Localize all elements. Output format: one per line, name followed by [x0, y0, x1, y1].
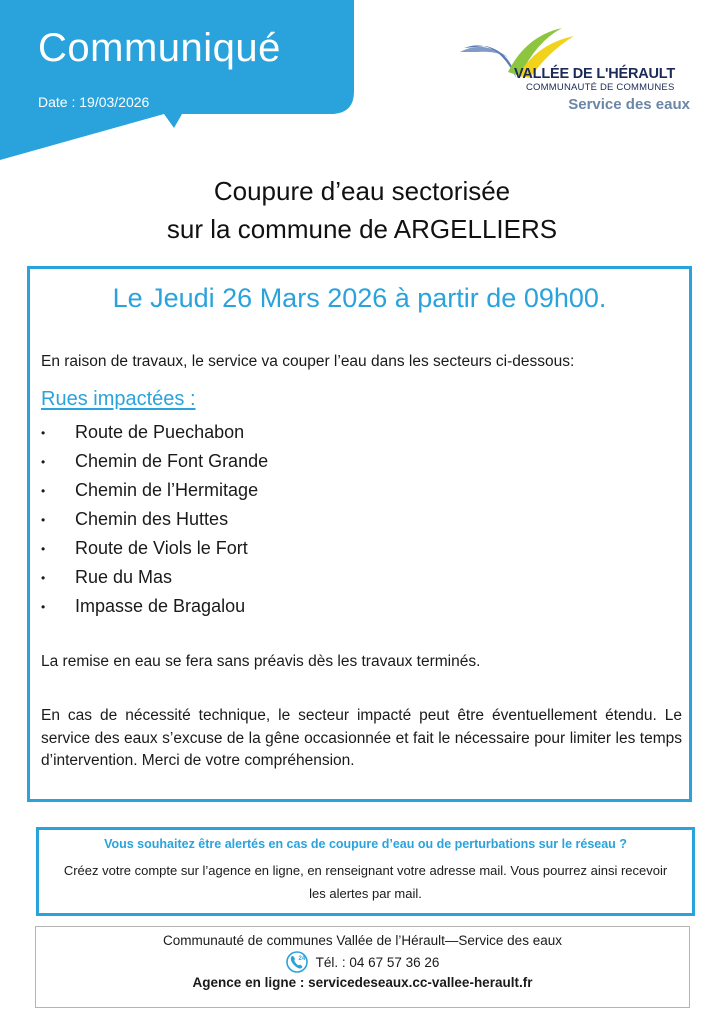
bullet-icon: • — [41, 541, 46, 556]
headline-line-2: sur la commune de ARGELLIERS — [166, 214, 558, 244]
footer-contact — [35, 926, 690, 1008]
street-name: Route de Viols le Fort — [75, 538, 248, 558]
footer-phone: Tél. : 04 67 57 36 26 — [315, 954, 440, 970]
notice-intro: En raison de travaux, le service va couper l’eau dans les secteurs ci-dessous: — [41, 353, 575, 370]
bullet-icon: • — [41, 483, 46, 498]
notice-date: Le Jeudi 26 Mars 2026 à partir de 09h00. — [112, 283, 607, 313]
logo-subtitle: COMMUNAUTÉ DE COMMUNES — [526, 82, 675, 93]
phone-24h-icon — [286, 951, 308, 973]
street-item — [41, 534, 268, 563]
bullet-icon: • — [41, 512, 46, 527]
footer-phone-row — [36, 951, 689, 973]
street-item — [41, 476, 268, 505]
street-item — [41, 505, 268, 534]
bullet-icon: • — [41, 599, 46, 614]
alert-box — [36, 827, 695, 916]
phone-badge: 24 — [298, 956, 305, 962]
bullet-icon: • — [41, 570, 46, 585]
logo-service: Service des eaux — [568, 96, 690, 113]
street-name: Impasse de Bragalou — [75, 596, 246, 616]
restoration-note: La remise en eau se fera sans préavis dès les travaux terminés. — [41, 653, 481, 670]
street-item — [41, 563, 268, 592]
street-name: Chemin des Huttes — [75, 509, 229, 529]
street-item — [41, 447, 268, 476]
alert-question: Vous souhaitez être alertés en cas de coupure d’eau ou de perturbations sur le réseau ? — [104, 837, 627, 851]
logo-name: VALLÉE DE L'HÉRAULT — [514, 66, 676, 82]
footer-website[interactable]: Agence en ligne : servicedeseaux.cc-vallee-herault.fr — [192, 975, 533, 990]
street-name: Chemin de l’Hermitage — [75, 480, 259, 500]
street-item — [41, 592, 268, 621]
banner-shape — [0, 0, 360, 160]
logo — [456, 22, 696, 122]
header-banner — [0, 0, 360, 150]
alert-text: Créez votre compte sur l’agence en ligne, en renseignant votre adresse mail. Vous pourrez ainsi recevoir les alertes par mail. — [63, 863, 668, 901]
streets-title: Rues impactées : — [41, 388, 196, 410]
bullet-icon: • — [41, 454, 46, 469]
page-title: Communiqué — [38, 26, 281, 70]
document-date: Date : 19/03/2026 — [38, 94, 150, 110]
headline-line-1: Coupure d’eau sectorisée — [213, 176, 511, 206]
street-name: Chemin de Font Grande — [75, 451, 269, 471]
headline — [0, 172, 724, 248]
street-name: Rue du Mas — [75, 567, 173, 587]
street-list — [41, 418, 268, 621]
footer-org: Communauté de communes Vallée de l’Hérault—Service des eaux — [163, 933, 562, 948]
notice-paragraph: En cas de nécessité technique, le secteur impacté peut être éventuellement étendu. Le service des eaux s’excuse de la gêne occasionnée et fait le nécessaire pour limiter les temps d’intervention. Merci de votre compréhension. — [41, 707, 682, 769]
notice-box — [27, 266, 692, 802]
street-item — [41, 418, 268, 447]
street-name: Route de Puechabon — [75, 422, 245, 442]
bullet-icon: • — [41, 425, 46, 440]
